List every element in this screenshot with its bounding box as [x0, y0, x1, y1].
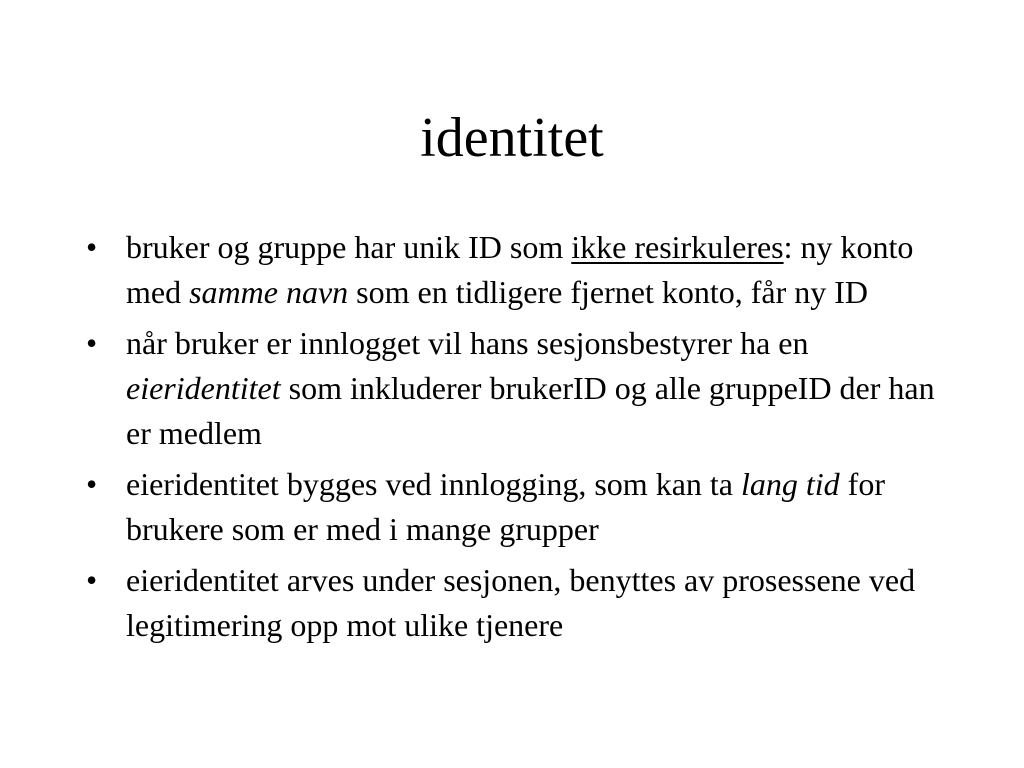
bullet-item — [86, 558, 946, 648]
bullet-item — [86, 462, 946, 552]
bullet-item — [86, 321, 946, 456]
bullet-item — [86, 225, 946, 315]
bullet-text: som inkluderer brukerID og alle gruppeID der han er medlem — [126, 370, 935, 451]
bullet-text: bruker og gruppe har unik ID som — [126, 229, 572, 265]
bullet-list — [86, 225, 946, 654]
bullet-text: eieridentitet arves under sesjonen, benyttes av prosessene ved legitimering opp mot ulike tjenere — [126, 562, 916, 643]
bullet-text: som en tidligere fjernet konto, får ny ID — [348, 274, 869, 310]
bullet-marker: • — [86, 325, 98, 361]
italic-text: eieridentitet — [126, 370, 281, 406]
bullet-text: eieridentitet bygges ved innlogging, som kan ta — [126, 466, 741, 502]
italic-text: lang tid — [740, 466, 840, 502]
slide-title: identitet — [420, 107, 604, 169]
italic-text: samme navn — [189, 274, 349, 310]
underlined-text: ikke resirkuleres — [571, 229, 784, 265]
bullet-marker: • — [86, 466, 98, 502]
bullet-marker: • — [86, 229, 98, 265]
bullet-text: når bruker er innlogget vil hans sesjonsbestyrer ha en — [126, 325, 809, 361]
bullet-marker: • — [86, 562, 98, 598]
bullet-text: : ny konto med — [126, 229, 914, 310]
bullet-text: for brukere som er med i mange grupper — [126, 466, 885, 547]
